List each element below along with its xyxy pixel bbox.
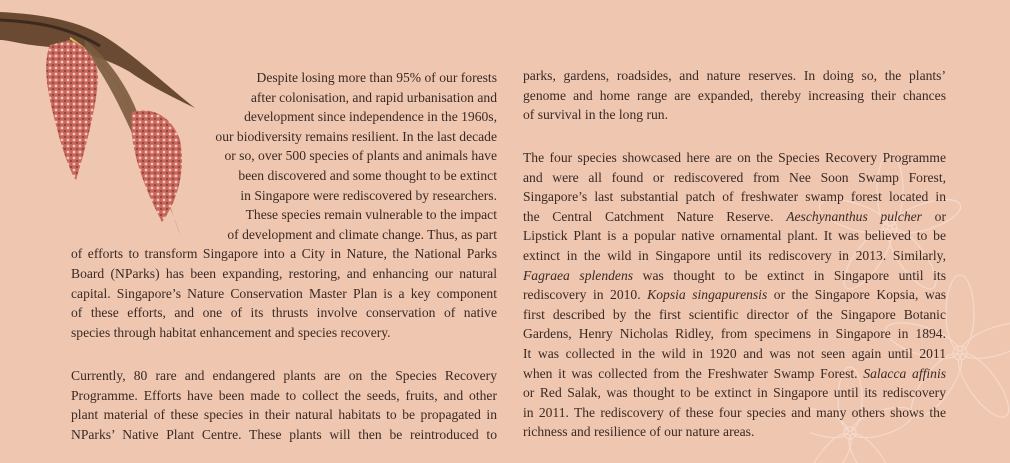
salacca-flower-spike-illustration-icon — [0, 0, 205, 240]
text-line: Programme. Efforts have been made to collect the seeds, fruits, and other — [71, 387, 497, 403]
text-line: of efforts to transform Singapore into a City in Nature, the National Parks — [71, 246, 497, 262]
text-run: the Central Catchment Nature Reserve. — [523, 208, 787, 224]
text-line: first described by the first scientific director of the Singapore Botanic — [523, 306, 946, 322]
text-line: Currently, 80 rare and endangered plants are on the Species Recovery — [71, 368, 497, 383]
text-line: Board (NParks) has been expanding, restoring, and enhancing our natural — [71, 266, 497, 281]
text-line: of development and climate change. Thus, as part — [227, 226, 497, 242]
text-line: in Singapore were rediscovered by researchers. — [240, 187, 497, 203]
text-run: when it was collected from the Freshwater Swamp Forest. — [523, 365, 864, 381]
text-line: plant material of these species in their natural habitats to be propagated in — [71, 407, 497, 423]
text-line: development since independence in the 1960s, — [244, 109, 497, 125]
text-line — [523, 266, 946, 286]
text-run: rediscovery in 2010. — [523, 287, 648, 303]
text-line: Gardens, Henry Nicholas Ridley, from specimens in Singapore in 1894. — [523, 326, 946, 342]
text-line: of survival in the long run. — [523, 107, 668, 123]
text-line: our biodiversity remains resilient. In the last decade — [215, 128, 497, 144]
species-name-kopsia: Kopsia singapurensis — [647, 287, 768, 303]
text-line: or Red Salak, was thought to be extinct in Singapore until its rediscovery — [523, 385, 946, 401]
text-line: Singapore’s last substantial patch of freshwater swamp forest located in — [523, 189, 946, 205]
species-name-aeschynanthus: Aeschynanthus pulcher — [786, 208, 922, 224]
text-line — [523, 364, 946, 384]
text-line: extinct in the wild in Singapore until its rediscovery in 2013. Similarly, — [523, 248, 946, 263]
text-run: was thought to be extinct in Singapore until its — [633, 267, 946, 283]
species-name-salacca: Salacca affinis — [863, 365, 947, 381]
text-line: species through habitat enhancement and species recovery. — [71, 324, 391, 340]
species-name-fagraea: Fagraea splendens — [523, 267, 634, 283]
text-line: Despite losing more than 95% of our forests — [256, 70, 497, 85]
text-line: The four species showcased here are on the Species Recovery Programme — [523, 150, 946, 165]
text-line: of these efforts, and one of its thrusts involve conservation of native — [71, 305, 497, 321]
text-line: or so, over 500 species of plants and animals have — [224, 148, 497, 164]
text-line — [523, 285, 946, 305]
text-run: or the Singapore Kopsia, was — [767, 287, 947, 303]
text-line: parks, gardens, roadsides, and nature reserves. In doing so, the plants’ — [523, 68, 946, 83]
text-line: in 2011. The rediscovery of these four species and many others shows the — [523, 404, 946, 420]
text-line: These species remain vulnerable to the impact — [245, 207, 497, 223]
text-line: Lipstick Plant is a popular native ornamental plant. It was believed to be — [523, 228, 946, 244]
text-line: NParks’ Native Plant Centre. These plants will then be reintroduced to — [71, 426, 497, 442]
text-line: and were all found or rediscovered from Nee Soon Swamp Forest, — [523, 169, 946, 185]
text-line: after colonisation, and rapid urbanisation and — [250, 89, 497, 105]
text-line: capital. Singapore’s Nature Conservation Master Plan is a key component — [71, 285, 497, 301]
text-run: or — [921, 208, 946, 224]
text-line — [523, 207, 946, 227]
text-line: been discovered and some thought to be extinct — [238, 168, 497, 183]
text-line: It was collected in the wild in 1920 and was not seen again until 2011 — [523, 346, 946, 361]
text-line: richness and resilience of our nature areas. — [523, 424, 755, 440]
text-line: genome and home range are expanded, thereby increasing their chances — [523, 87, 946, 103]
